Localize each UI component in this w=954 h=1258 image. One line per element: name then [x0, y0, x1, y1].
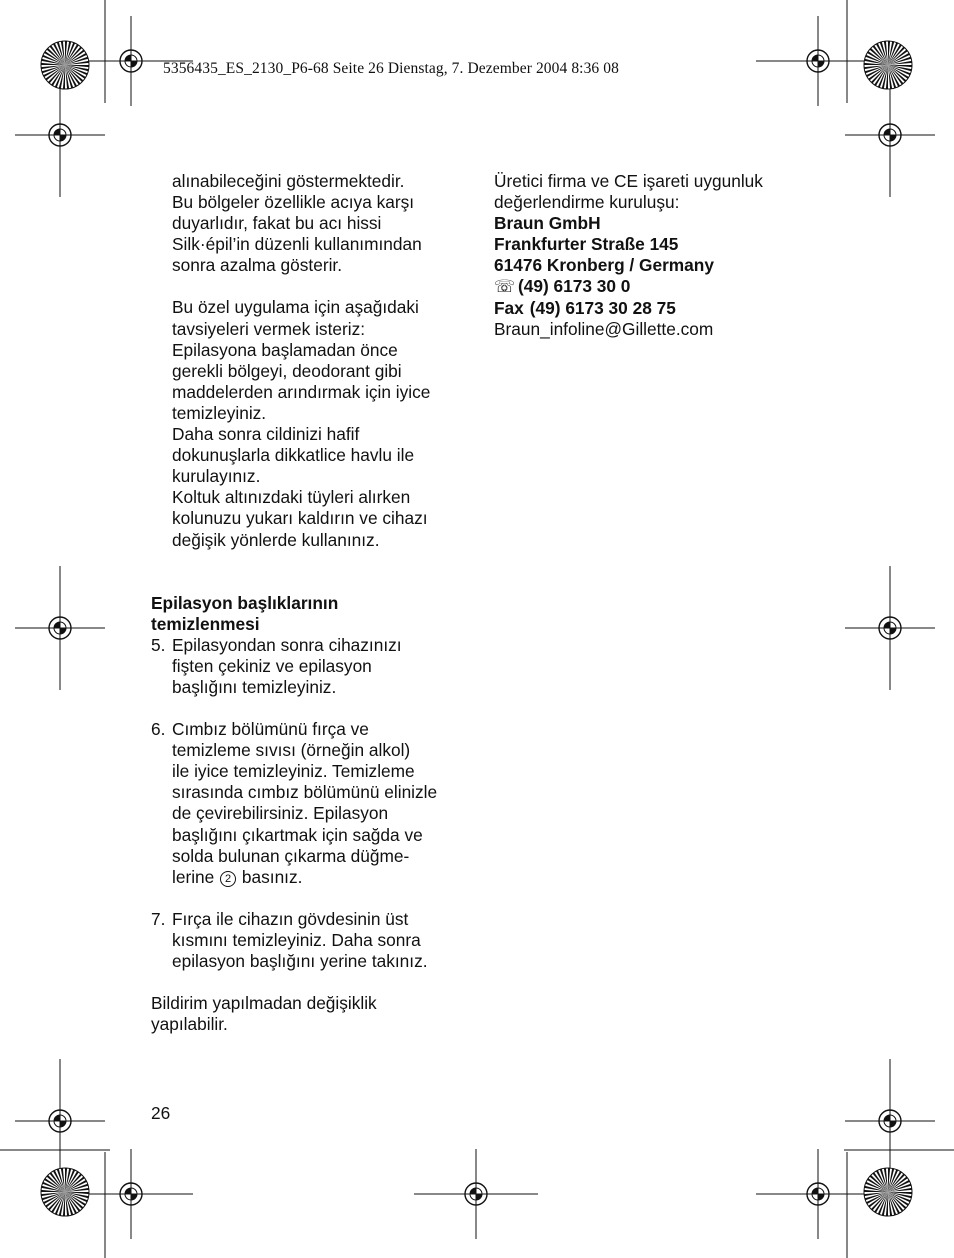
text-line: Koltuk altınızdaki tüyleri alırken [172, 487, 411, 508]
phone-number: (49) 6173 30 0 [518, 276, 631, 297]
text-line: tavsiyeleri vermek isteriz: [172, 318, 366, 339]
crosshair-target [845, 73, 935, 197]
text-line: epilasyon başlığını yerine takınız. [172, 951, 428, 971]
text-line: ile iyice temizleyiniz. Temizleme [172, 761, 415, 782]
text-line: Epilasyondan sonra cihazınızı [172, 634, 402, 655]
text-line: Daha sonra cildinizi hafif [172, 424, 360, 445]
heading-line: Epilasyon başlıklarının [151, 592, 339, 613]
text-line: Bildirim yapılmadan değişiklik [151, 993, 377, 1014]
step-number: 5. [151, 634, 166, 655]
city-address: 61476 Kronberg / Germany [494, 255, 714, 276]
text-line: dokunuşlarla dikkatlice havlu ile [172, 445, 415, 466]
left-column [151, 171, 462, 1035]
text-line: kısmını temizleyiniz. Daha sonra [172, 929, 421, 950]
text-fragment: lerine [172, 866, 215, 887]
text-line: solda bulunan çıkarma düğme- [172, 845, 410, 866]
text-line: gerekli bölgeyi, deodorant gibi [172, 360, 402, 381]
text-line: Cımbız bölümünü fırça ve [172, 719, 369, 740]
fax-label: Fax [494, 297, 524, 318]
text-line: Silk·épil’in düzenli kullanımından [172, 234, 422, 255]
crosshair-target [756, 1149, 880, 1239]
text-line: Bu bölgeler özellikle acıya karşı [172, 192, 415, 213]
crosshair-target [414, 1149, 538, 1239]
section-heading [151, 592, 462, 635]
text-line: temizleme sıvısı (örneğin alkol) [172, 740, 411, 761]
text-line: Bu özel uygulama için aşağıdaki [172, 297, 419, 318]
text-line: Üretici firma ve CE işareti uygunluk [494, 171, 763, 191]
text-line: kurulayınız. [172, 466, 261, 487]
company-name: Braun GmbH [494, 213, 601, 234]
crosshair-target [845, 1059, 935, 1183]
text-line: duyarlıdır, fakat bu acı hissi [172, 213, 382, 234]
text-line: başlığını temizleyiniz. [172, 676, 337, 697]
print-slug-line: 5356435_ES_2130_P6-68 Seite 26 Dienstag, 7. Dezember 2004 8:36 08 [163, 60, 619, 77]
text-line: değerlendirme kuruluşu: [494, 192, 680, 213]
intro-paragraph [172, 171, 462, 276]
text-line [172, 867, 462, 888]
text-line: Fırça ile cihazın gövdesinin üst [172, 908, 409, 929]
text-line: alınabileceğini göstermektedir. [172, 171, 405, 191]
text-line: başlığını çıkartmak için sağda ve [172, 824, 423, 845]
street-address: Frankfurter Straße 145 [494, 234, 679, 255]
crosshair-target [15, 1059, 105, 1183]
step-6 [151, 719, 462, 888]
crosshair-target [756, 16, 880, 106]
text-line: maddelerden arındırmak için iyice [172, 381, 431, 402]
fax-number: (49) 6173 30 28 75 [529, 297, 676, 318]
text-line: kolunuzu yukarı kaldırın ve cihazı [172, 508, 428, 529]
advice-paragraph [172, 297, 462, 550]
step-7 [151, 908, 462, 972]
crosshair-target [15, 73, 105, 197]
text-line: Epilasyona başlamadan önce [172, 339, 398, 360]
text-line: yapılabilir. [151, 1014, 228, 1035]
step-5 [151, 634, 462, 698]
crosshair-target [15, 566, 105, 690]
page-number: 26 [151, 1103, 171, 1123]
crosshair-target [845, 566, 935, 690]
text-line: sırasında cımbız bölümünü elinizle [172, 782, 438, 803]
text-fragment: basınız. [241, 866, 303, 887]
text-line: fişten çekiniz ve epilasyon [172, 655, 372, 676]
text-line: sonra azalma gösterir. [172, 255, 343, 276]
callout-number: 2 [220, 871, 236, 887]
fax-line [494, 298, 814, 319]
step-number: 7. [151, 908, 166, 929]
starburst-mark [41, 1168, 89, 1216]
telephone-icon: ☏ [494, 277, 516, 297]
starburst-mark [41, 41, 89, 89]
change-notice [151, 993, 462, 1035]
heading-line: temizlenmesi [151, 613, 260, 634]
text-line: temizleyiniz. [172, 402, 267, 423]
step-number: 6. [151, 719, 166, 740]
text-line: de çevirebilirsiniz. Epilasyon [172, 803, 389, 824]
starburst-mark [864, 1168, 912, 1216]
phone-line [494, 276, 814, 297]
email-address: Braun_infoline@Gillette.com [494, 318, 714, 339]
right-column [494, 171, 814, 340]
text-line: değişik yönlerde kullanınız. [172, 529, 380, 550]
starburst-mark [864, 41, 912, 89]
